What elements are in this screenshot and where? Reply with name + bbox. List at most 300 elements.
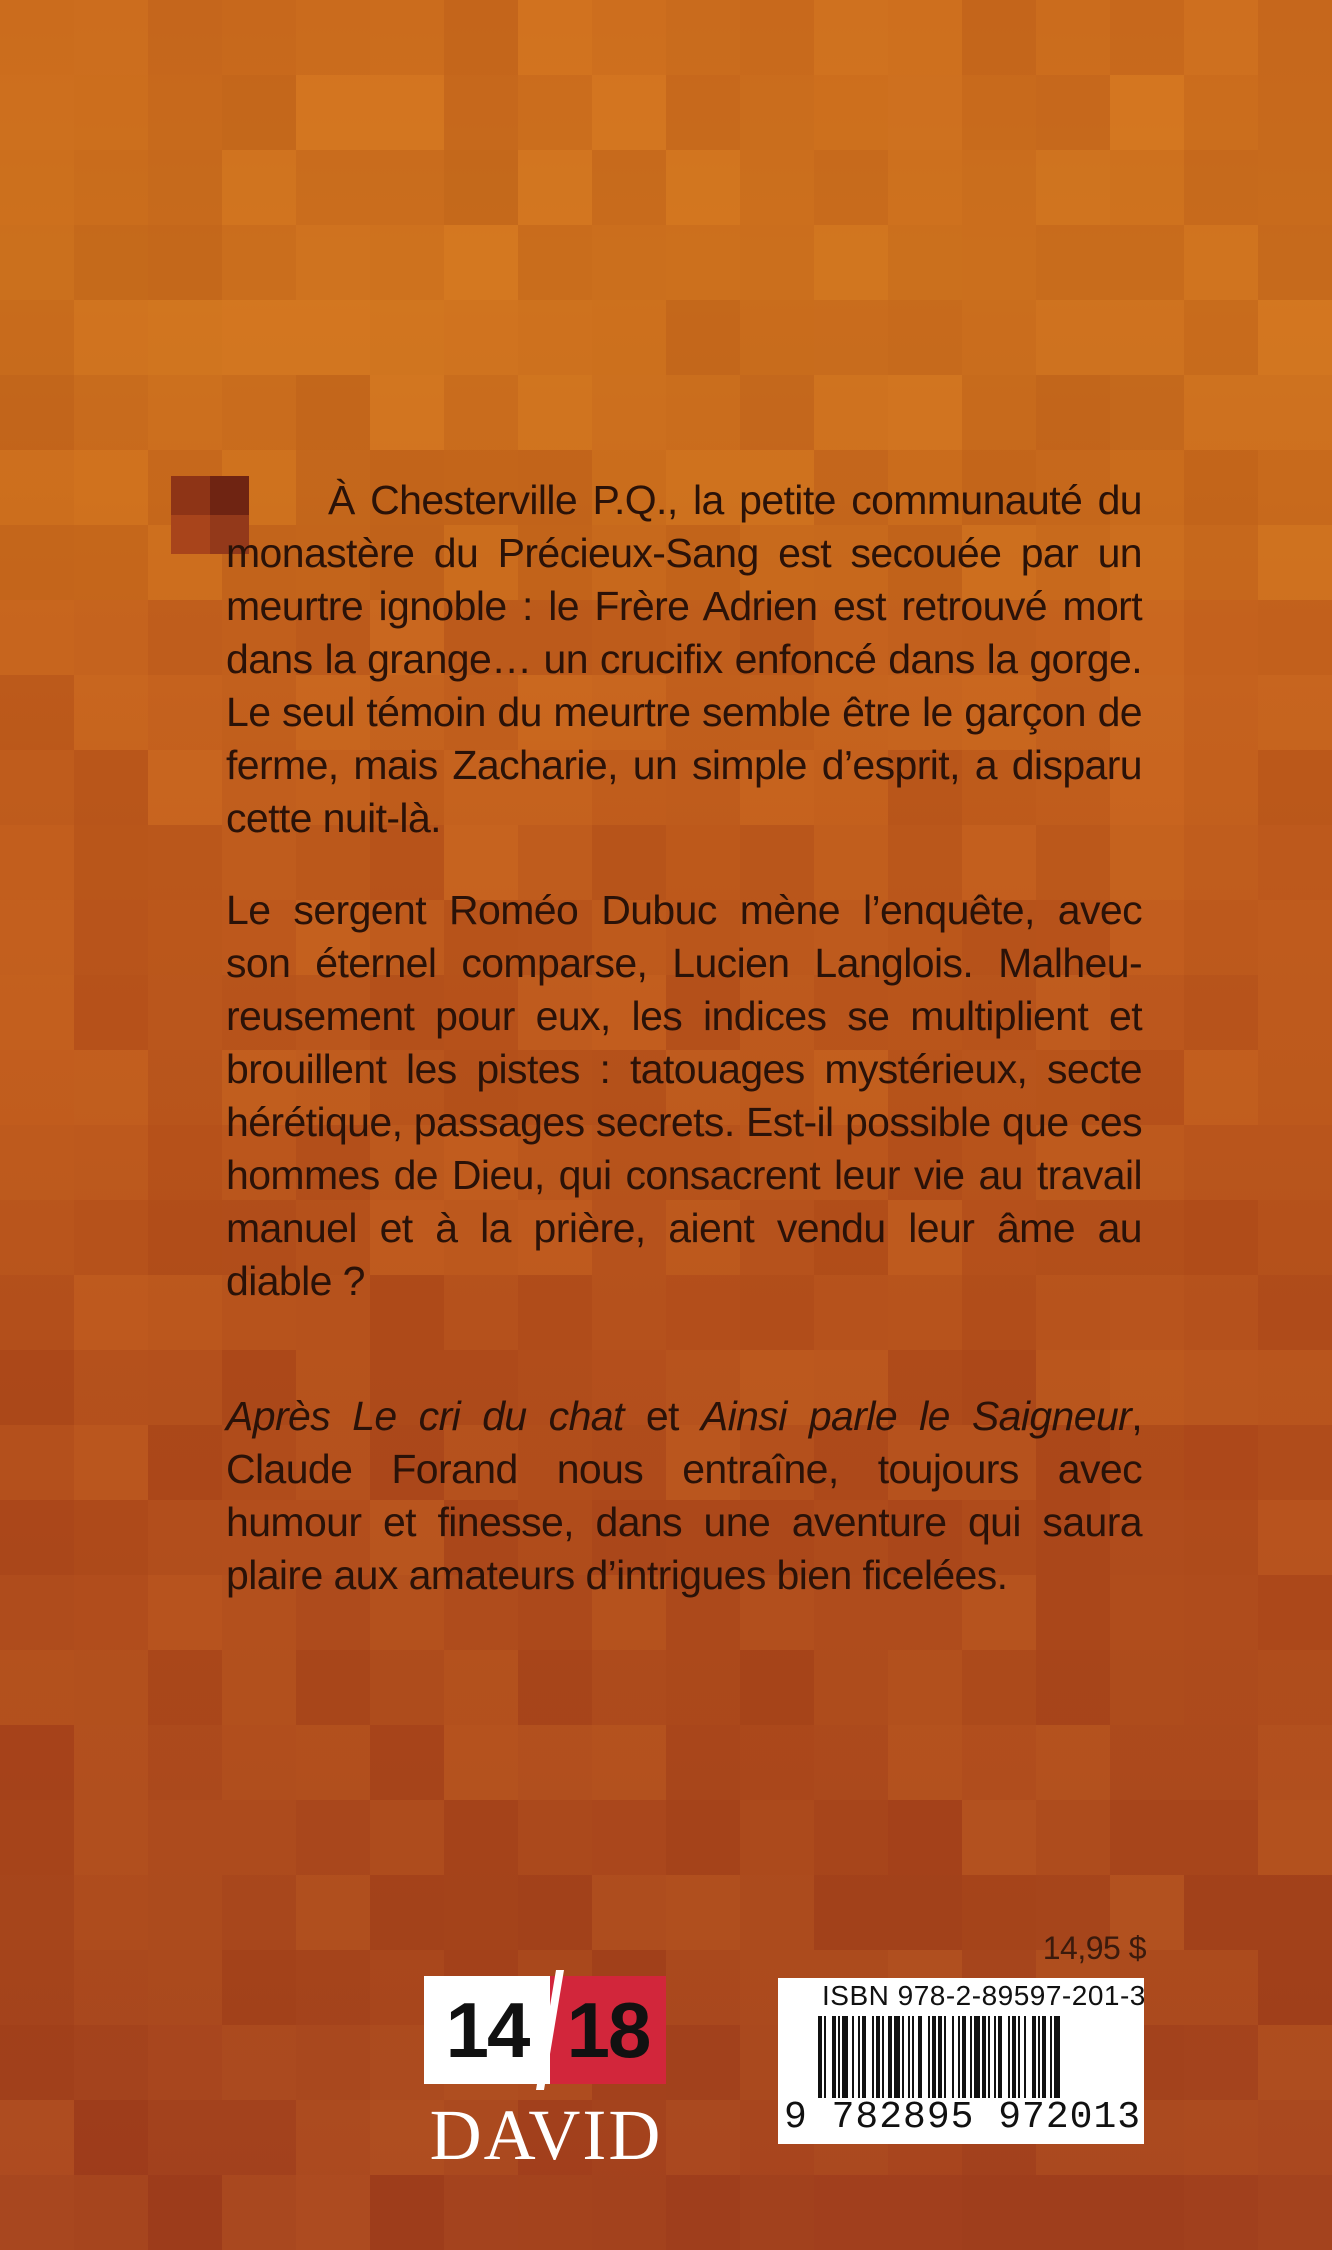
mosaic-tile <box>0 2175 74 2250</box>
mosaic-tile <box>666 2025 740 2100</box>
barcode-bar <box>888 2016 892 2098</box>
mosaic-tile <box>1258 1950 1332 2025</box>
mosaic-tile <box>518 0 592 75</box>
mosaic-tile <box>740 2175 814 2250</box>
mosaic-tile <box>0 1875 74 1950</box>
mosaic-tile <box>296 225 370 300</box>
mosaic-tile <box>1184 1800 1258 1875</box>
mosaic-tile <box>74 1050 148 1125</box>
mosaic-tile <box>1258 225 1332 300</box>
mosaic-tile <box>370 2175 444 2250</box>
mosaic-tile <box>1184 1875 1258 1950</box>
mosaic-tile <box>1184 450 1258 525</box>
mosaic-tile <box>222 150 296 225</box>
collection-logo-left <box>424 1976 550 2084</box>
mosaic-tile <box>0 675 74 750</box>
mosaic-tile <box>74 1650 148 1725</box>
mosaic-tile <box>148 2025 222 2100</box>
mosaic-tile <box>148 1200 222 1275</box>
mosaic-tile <box>1258 1725 1332 1800</box>
barcode-bar <box>902 2016 904 2098</box>
mosaic-tile <box>0 975 74 1050</box>
mosaic-tile <box>740 150 814 225</box>
mosaic-tile <box>444 150 518 225</box>
mosaic-tile <box>740 1800 814 1875</box>
mosaic-tile <box>1258 1050 1332 1125</box>
mosaic-tile <box>1110 300 1184 375</box>
mosaic-tile <box>1258 0 1332 75</box>
mosaic-tile <box>370 75 444 150</box>
mosaic-tile <box>148 1500 222 1575</box>
mosaic-tile <box>222 0 296 75</box>
mosaic-tile <box>444 2175 518 2250</box>
mosaic-tile <box>814 0 888 75</box>
mosaic-tile <box>1036 1725 1110 1800</box>
mosaic-tile <box>1110 150 1184 225</box>
blurb-paragraph-2-text: Le sergent Roméo Dubuc mène l’enquête, avec son éternel comparse, Lucien Langlois. Malheu-reusement pour eux, les indices se multiplient et brouillent les pistes : tatouages mystérieux, secte hérétique, passages secrets. Est-il possible que ces hommes de Dieu, qui consacrent leur vie au travail manuel et à la prière, aient vendu leur âme au diable ? <box>226 887 1142 1304</box>
mosaic-tile <box>740 375 814 450</box>
mosaic-tile <box>814 300 888 375</box>
blurb-paragraph-2 <box>226 884 1142 1308</box>
mosaic-tile <box>222 1875 296 1950</box>
mosaic-tile <box>148 825 222 900</box>
mosaic-tile <box>1258 600 1332 675</box>
mosaic-tile <box>666 375 740 450</box>
mosaic-tile <box>148 2175 222 2250</box>
mosaic-tile <box>666 1950 740 2025</box>
barcode-bar <box>970 2016 972 2098</box>
mosaic-tile <box>1110 0 1184 75</box>
mosaic-tile <box>814 75 888 150</box>
mosaic-tile <box>0 1650 74 1725</box>
mosaic-tile <box>74 1800 148 1875</box>
mosaic-tile <box>74 1125 148 1200</box>
mosaic-tile <box>74 75 148 150</box>
mosaic-tile <box>814 150 888 225</box>
mosaic-tile <box>0 2025 74 2100</box>
mosaic-tile <box>1258 750 1332 825</box>
mosaic-tile <box>74 750 148 825</box>
mosaic-tile <box>1258 1125 1332 1200</box>
barcode-bar <box>962 2016 966 2098</box>
mosaic-tile <box>666 75 740 150</box>
mosaic-tile <box>1036 75 1110 150</box>
mosaic-tile <box>148 375 222 450</box>
mosaic-tile <box>1036 2175 1110 2250</box>
mosaic-tile <box>518 1650 592 1725</box>
mosaic-tile <box>1036 150 1110 225</box>
mosaic-tile <box>296 2100 370 2175</box>
mosaic-tile <box>592 150 666 225</box>
mosaic-tile <box>148 600 222 675</box>
mosaic-tile <box>148 75 222 150</box>
mosaic-tile <box>222 1725 296 1800</box>
mosaic-tile <box>148 1650 222 1725</box>
barcode-bar <box>1050 2016 1052 2098</box>
mosaic-tile <box>1036 0 1110 75</box>
mosaic-tile <box>222 75 296 150</box>
mosaic-tile <box>296 1950 370 2025</box>
mosaic-tile <box>148 1875 222 1950</box>
mosaic-tile <box>296 75 370 150</box>
barcode-bar <box>876 2016 880 2098</box>
mosaic-tile <box>518 300 592 375</box>
barcode-bar <box>928 2016 930 2098</box>
mosaic-tile <box>0 525 74 600</box>
mosaic-tile <box>1258 2175 1332 2250</box>
mosaic-tile <box>666 1725 740 1800</box>
barcode-bar <box>932 2016 936 2098</box>
mosaic-tile <box>0 600 74 675</box>
mosaic-tile <box>1184 150 1258 225</box>
barcode-bar <box>918 2016 922 2098</box>
mosaic-tile <box>592 1800 666 1875</box>
mosaic-tile <box>148 1125 222 1200</box>
mosaic-tile <box>148 975 222 1050</box>
mosaic-tile <box>370 225 444 300</box>
mosaic-tile <box>888 1725 962 1800</box>
mosaic-tile <box>0 150 74 225</box>
mosaic-tile <box>74 525 148 600</box>
mosaic-tile <box>148 150 222 225</box>
mosaic-tile <box>74 675 148 750</box>
mosaic-tile <box>444 300 518 375</box>
mosaic-tile <box>370 1875 444 1950</box>
mosaic-tile <box>1184 1425 1258 1500</box>
mosaic-tile <box>666 1800 740 1875</box>
mosaic-tile <box>296 2025 370 2100</box>
mosaic-tile <box>296 1800 370 1875</box>
mosaic-tile <box>1184 750 1258 825</box>
mosaic-tile <box>1036 1650 1110 1725</box>
mosaic-tile <box>444 1650 518 1725</box>
mosaic-tile <box>148 225 222 300</box>
mosaic-tile <box>740 0 814 75</box>
barcode-bar <box>1024 2016 1026 2098</box>
mosaic-tile <box>74 1875 148 1950</box>
barcode-bar <box>832 2016 836 2098</box>
mosaic-tile <box>962 300 1036 375</box>
blurb-paragraph-1-rest: monastère du Précieux-Sang est secouée par un meurtre ignoble : le Frère Adrien est retrouvé mort dans la grange… un crucifix enfoncé dans la gorge. Le seul témoin du meurtre semble être le garçon de ferme, mais Zacharie, un simple d’esprit, a disparu cette nuit-là. <box>226 530 1142 841</box>
ean-digits: 9 782895 972013 <box>784 2096 1142 2139</box>
mosaic-tile <box>0 1425 74 1500</box>
mosaic-tile <box>1184 825 1258 900</box>
collection-number-left: 14 <box>445 1985 529 2074</box>
mosaic-tile <box>814 1725 888 1800</box>
barcode-bar <box>818 2016 822 2098</box>
barcode-bar <box>944 2016 946 2098</box>
mosaic-tile <box>888 0 962 75</box>
mosaic-tile <box>0 1800 74 1875</box>
mosaic-tile <box>1258 1275 1332 1350</box>
mosaic-tile <box>444 0 518 75</box>
mosaic-tile <box>1110 375 1184 450</box>
mosaic-tile <box>74 2025 148 2100</box>
mosaic-tile <box>740 1725 814 1800</box>
mosaic-tile <box>740 300 814 375</box>
mosaic-tile <box>296 1650 370 1725</box>
mosaic-tile <box>518 150 592 225</box>
mosaic-tile <box>962 1875 1036 1950</box>
mosaic-tile <box>518 2175 592 2250</box>
mosaic-tile <box>1184 375 1258 450</box>
barcode-bar <box>1032 2016 1036 2098</box>
mosaic-tile <box>1184 1500 1258 1575</box>
mosaic-tile <box>814 2175 888 2250</box>
mosaic-tile <box>666 2175 740 2250</box>
mosaic-tile <box>518 1875 592 1950</box>
mosaic-tile <box>148 750 222 825</box>
mosaic-tile <box>592 75 666 150</box>
mosaic-tile <box>0 825 74 900</box>
mosaic-tile <box>1036 300 1110 375</box>
mosaic-tile <box>1184 600 1258 675</box>
mosaic-tile <box>1258 1650 1332 1725</box>
mosaic-tile <box>1184 975 1258 1050</box>
mosaic-tile <box>148 1800 222 1875</box>
mosaic-tile <box>518 75 592 150</box>
barcode-bar <box>982 2016 986 2098</box>
mosaic-tile <box>1184 1575 1258 1650</box>
mosaic-tile <box>1258 150 1332 225</box>
mosaic-tile <box>0 1725 74 1800</box>
mosaic-tile <box>0 1575 74 1650</box>
barcode-bar <box>882 2016 884 2098</box>
collection-logo <box>424 1976 666 2084</box>
mosaic-tile <box>1258 1800 1332 1875</box>
mosaic-tile <box>74 1575 148 1650</box>
barcode-bar <box>1018 2016 1020 2098</box>
mosaic-tile <box>814 375 888 450</box>
mosaic-tile <box>1184 900 1258 975</box>
mosaic-tile <box>592 2175 666 2250</box>
mosaic-tile <box>592 1725 666 1800</box>
barcode-bar <box>872 2016 874 2098</box>
mosaic-tile <box>1036 225 1110 300</box>
mosaic-tile <box>592 225 666 300</box>
mosaic-tile <box>1110 1650 1184 1725</box>
mosaic-tile <box>74 1950 148 2025</box>
mosaic-tile <box>0 1275 74 1350</box>
mosaic-tile <box>740 75 814 150</box>
mosaic-tile <box>1258 525 1332 600</box>
mosaic-tile <box>1258 2025 1332 2100</box>
mosaic-tile <box>74 825 148 900</box>
mosaic-tile <box>1184 2175 1258 2250</box>
mosaic-tile <box>962 225 1036 300</box>
mosaic-tile <box>1184 1950 1258 2025</box>
mosaic-tile <box>222 2175 296 2250</box>
mosaic-tile <box>666 150 740 225</box>
mosaic-tile <box>1258 1200 1332 1275</box>
mosaic-tile <box>74 1350 148 1425</box>
mosaic-tile <box>296 0 370 75</box>
mosaic-tile <box>222 375 296 450</box>
mosaic-tile <box>888 1650 962 1725</box>
mosaic-tile <box>0 450 74 525</box>
mosaic-tile <box>370 150 444 225</box>
mosaic-tile <box>888 1800 962 1875</box>
barcode-bar <box>998 2016 1002 2098</box>
mosaic-tile <box>1184 2100 1258 2175</box>
barcode-bar <box>974 2016 980 2098</box>
collection-logo-right <box>550 1976 666 2084</box>
mosaic-tile <box>0 750 74 825</box>
mosaic-tile <box>740 1875 814 1950</box>
mosaic-tile <box>148 1275 222 1350</box>
mosaic-tile <box>666 2100 740 2175</box>
mosaic-tile <box>740 1650 814 1725</box>
mosaic-tile <box>222 225 296 300</box>
mosaic-tile <box>666 0 740 75</box>
mosaic-tile <box>1184 75 1258 150</box>
mosaic-tile <box>666 225 740 300</box>
mosaic-tile <box>1184 1125 1258 1200</box>
mosaic-tile <box>74 600 148 675</box>
mosaic-tile <box>592 300 666 375</box>
mosaic-tile <box>74 1275 148 1350</box>
mosaic-tile <box>148 1725 222 1800</box>
mosaic-tile <box>74 1200 148 1275</box>
mosaic-tile <box>0 1350 74 1425</box>
mosaic-tile <box>370 1650 444 1725</box>
mosaic-tile <box>148 900 222 975</box>
mosaic-tile <box>814 225 888 300</box>
mosaic-tile <box>148 1350 222 1425</box>
mosaic-tile <box>222 300 296 375</box>
mosaic-tile <box>1184 675 1258 750</box>
mosaic-tile <box>222 1950 296 2025</box>
mosaic-tile <box>0 1050 74 1125</box>
mosaic-tile <box>962 150 1036 225</box>
mosaic-tile <box>370 375 444 450</box>
mosaic-tile <box>74 2175 148 2250</box>
mosaic-tile <box>814 1650 888 1725</box>
mosaic-tile <box>444 1875 518 1950</box>
price-label: 14,95 $ <box>1042 1930 1146 1966</box>
mosaic-tile <box>370 1725 444 1800</box>
barcode-bar <box>862 2016 866 2098</box>
mosaic-tile <box>1184 1725 1258 1800</box>
mosaic-tile <box>74 1425 148 1500</box>
mosaic-tile <box>444 225 518 300</box>
mosaic-tile <box>888 1875 962 1950</box>
mosaic-tile <box>148 675 222 750</box>
mosaic-tile <box>148 1425 222 1500</box>
mosaic-tile <box>0 300 74 375</box>
mosaic-tile <box>1184 225 1258 300</box>
mosaic-tile <box>370 1800 444 1875</box>
mosaic-tile <box>1258 375 1332 450</box>
mosaic-tile <box>74 0 148 75</box>
mosaic-tile <box>962 0 1036 75</box>
book-title-cri-du-chat: Le cri du chat <box>352 1393 624 1439</box>
publisher-logo: DAVID <box>429 2095 663 2175</box>
mosaic-tile <box>814 1800 888 1875</box>
mosaic-tile <box>74 1500 148 1575</box>
mosaic-tile <box>74 2100 148 2175</box>
mosaic-tile <box>1184 1350 1258 1425</box>
mosaic-tile <box>148 1575 222 1650</box>
mosaic-tile <box>74 450 148 525</box>
mosaic-tile <box>1258 450 1332 525</box>
mosaic-tile <box>888 300 962 375</box>
mosaic-tile <box>74 975 148 1050</box>
mosaic-tile <box>444 1725 518 1800</box>
barcode-bar <box>1038 2016 1040 2098</box>
barcode-bar <box>1008 2016 1010 2098</box>
mosaic-tile <box>1036 375 1110 450</box>
mosaic-tile <box>148 2100 222 2175</box>
mosaic-tile <box>148 300 222 375</box>
mosaic-tile <box>1184 1650 1258 1725</box>
mosaic-tile <box>148 1950 222 2025</box>
mosaic-tile <box>962 1725 1036 1800</box>
mosaic-tile <box>1110 2175 1184 2250</box>
mosaic-tile <box>74 225 148 300</box>
mosaic-tile <box>1258 75 1332 150</box>
mosaic-tile <box>1184 0 1258 75</box>
mosaic-tile <box>0 225 74 300</box>
mosaic-tile <box>1184 525 1258 600</box>
mosaic-tile <box>296 2175 370 2250</box>
mosaic-tile <box>1184 1200 1258 1275</box>
mosaic-tile <box>518 1800 592 1875</box>
mosaic-tile <box>1110 225 1184 300</box>
mosaic-tile <box>1184 300 1258 375</box>
mosaic-tile <box>1258 825 1332 900</box>
mosaic-tile <box>74 900 148 975</box>
mosaic-tile <box>370 0 444 75</box>
mosaic-tile <box>666 300 740 375</box>
mosaic-tile <box>518 1725 592 1800</box>
mosaic-tile <box>444 375 518 450</box>
mosaic-tile <box>518 225 592 300</box>
mosaic-tile <box>148 0 222 75</box>
blurb-paragraph-1-first-line: À Chesterville P.Q., la petite communauté du <box>328 477 1142 523</box>
mosaic-tile <box>0 1500 74 1575</box>
conjunction-et: et <box>623 1393 701 1439</box>
isbn-barcode <box>778 1978 1144 2144</box>
mosaic-tile <box>0 2100 74 2175</box>
barcode-bar <box>1042 2016 1046 2098</box>
barcode-bar <box>1054 2016 1060 2098</box>
mosaic-tile <box>1258 975 1332 1050</box>
mosaic-tile <box>888 375 962 450</box>
mosaic-tile <box>222 2100 296 2175</box>
barcode-bar <box>938 2016 942 2098</box>
isbn-label: ISBN 978-2-89597-201-3 <box>822 1980 1146 2011</box>
mosaic-tile <box>222 1650 296 1725</box>
mosaic-tile <box>0 75 74 150</box>
mosaic-tile <box>814 1875 888 1950</box>
mosaic-tile <box>962 1650 1036 1725</box>
barcode-bar <box>994 2016 996 2098</box>
blurb-paragraph-3 <box>226 1390 1142 1602</box>
mosaic-tile <box>1258 900 1332 975</box>
mosaic-tile <box>148 1050 222 1125</box>
mosaic-tile <box>370 300 444 375</box>
mosaic-tile <box>1110 1725 1184 1800</box>
mosaic-tile <box>1036 1800 1110 1875</box>
mosaic-tile <box>1184 1050 1258 1125</box>
slash-divider-icon <box>536 1970 564 2090</box>
mosaic-tile <box>592 0 666 75</box>
mosaic-tile <box>444 75 518 150</box>
mosaic-tile <box>888 150 962 225</box>
mosaic-tile <box>296 1875 370 1950</box>
mosaic-tile <box>296 300 370 375</box>
